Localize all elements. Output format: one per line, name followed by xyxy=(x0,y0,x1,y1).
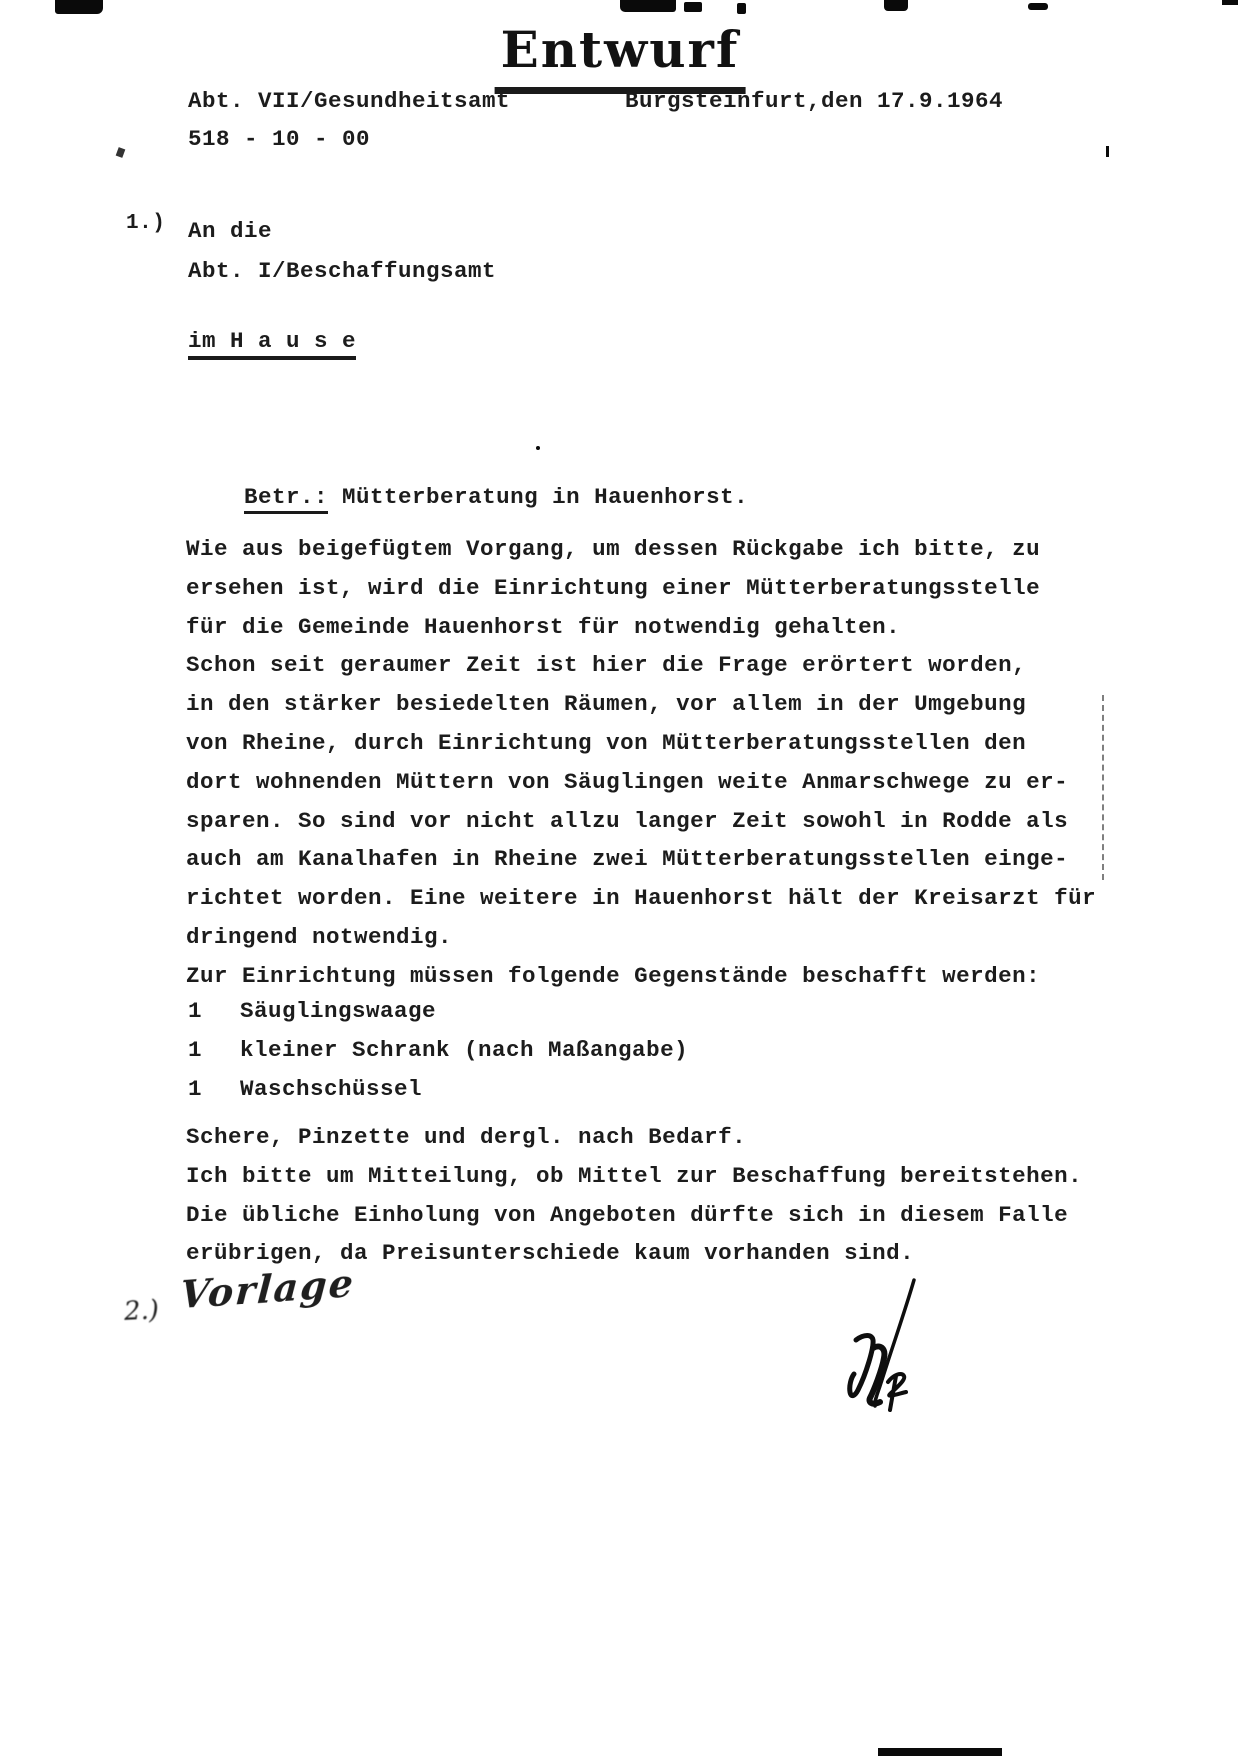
body-paragraph-1 xyxy=(186,530,1096,996)
handwritten-note: Vorlage xyxy=(178,1259,357,1318)
recipient-line-2: Abt. I/Beschaffungsamt xyxy=(188,258,497,284)
scan-artifact xyxy=(1028,3,1048,10)
scan-artifact xyxy=(737,3,746,14)
signature-paraph xyxy=(818,1278,928,1433)
item-quantity: 1 xyxy=(188,998,203,1024)
body-line: richtet worden. Eine weitere in Hauenhorst hält der Kreisarzt für xyxy=(186,885,1097,912)
scan-artifact xyxy=(620,0,676,12)
body-line: erübrigen, da Preisunterschiede kaum vorhanden sind. xyxy=(186,1240,915,1267)
item-name: Waschschüssel xyxy=(240,1075,423,1102)
scan-artifact xyxy=(684,2,702,12)
list-item xyxy=(188,992,688,1031)
body-line: dringend notwendig. xyxy=(186,923,453,950)
body-paragraph-2 xyxy=(186,1118,1082,1273)
body-line: Schere, Pinzette und dergl. nach Bedarf. xyxy=(186,1124,747,1150)
scan-artifact xyxy=(884,0,908,11)
body-line: Wie aus beigefügtem Vorgang, um dessen Rückgabe ich bitte, zu xyxy=(186,536,1041,562)
header-place-date: Burgsteinfurt,den 17.9.1964 xyxy=(625,88,1004,114)
body-line: für die Gemeinde Hauenhorst für notwendig gehalten. xyxy=(186,613,901,640)
list-item xyxy=(188,1070,688,1109)
recipient-line-1: An die xyxy=(188,218,273,244)
page-title: Entwurf xyxy=(495,20,746,94)
item-quantity: 1 xyxy=(188,1075,203,1102)
item-name: kleiner Schrank (nach Maßangabe) xyxy=(240,1036,689,1063)
recipient-item-number: 1.) xyxy=(126,212,166,235)
scan-artifact xyxy=(1222,0,1238,5)
body-line: in den stärker besiedelten Räumen, vor allem in der Umgebung xyxy=(186,691,1027,718)
header-file-number: 518 - 10 - 00 xyxy=(188,126,371,152)
body-line: dort wohnenden Müttern von Säuglingen weite Anmarschwege zu er- xyxy=(186,768,1069,795)
scan-artifact xyxy=(1102,695,1104,880)
body-line: Schon seit geraumer Zeit ist hier die Frage erörtert worden, xyxy=(186,652,1027,679)
body-line: sparen. So sind vor nicht allzu langer Zeit sowohl in Rodde als xyxy=(186,807,1069,834)
body-line: von Rheine, durch Einrichtung von Mütterberatungsstellen den xyxy=(186,729,1027,756)
header-department: Abt. VII/Gesundheitsamt xyxy=(188,88,511,114)
body-line: Die übliche Einholung von Angeboten dürfte sich in diesem Falle xyxy=(186,1201,1069,1228)
list-item xyxy=(188,1031,688,1070)
body-line: ersehen ist, wird die Einrichtung einer Mütterberatungsstelle xyxy=(186,574,1041,601)
scan-artifact xyxy=(116,147,126,158)
scan-artifact xyxy=(878,1748,1002,1756)
footer-item-number: 2.) xyxy=(123,1295,160,1327)
recipient-house-line: im H a u s e xyxy=(188,328,356,360)
body-line: Ich bitte um Mitteilung, ob Mittel zur Beschaffung bereitstehen. xyxy=(186,1162,1083,1189)
item-name: Säuglingswaage xyxy=(240,998,437,1024)
subject-text: Mütterberatung in Hauenhorst. xyxy=(342,484,749,510)
scan-artifact xyxy=(55,0,103,14)
item-quantity: 1 xyxy=(188,1036,203,1063)
body-line: auch am Kanalhafen in Rheine zwei Mütterberatungsstellen einge- xyxy=(186,846,1069,873)
subject-label: Betr.: xyxy=(244,484,328,514)
scan-artifact xyxy=(536,446,540,450)
equipment-list xyxy=(188,992,688,1108)
scan-artifact xyxy=(1106,146,1109,157)
subject-line xyxy=(188,458,748,536)
body-line: Zur Einrichtung müssen folgende Gegenstände beschafft werden: xyxy=(186,962,1041,989)
